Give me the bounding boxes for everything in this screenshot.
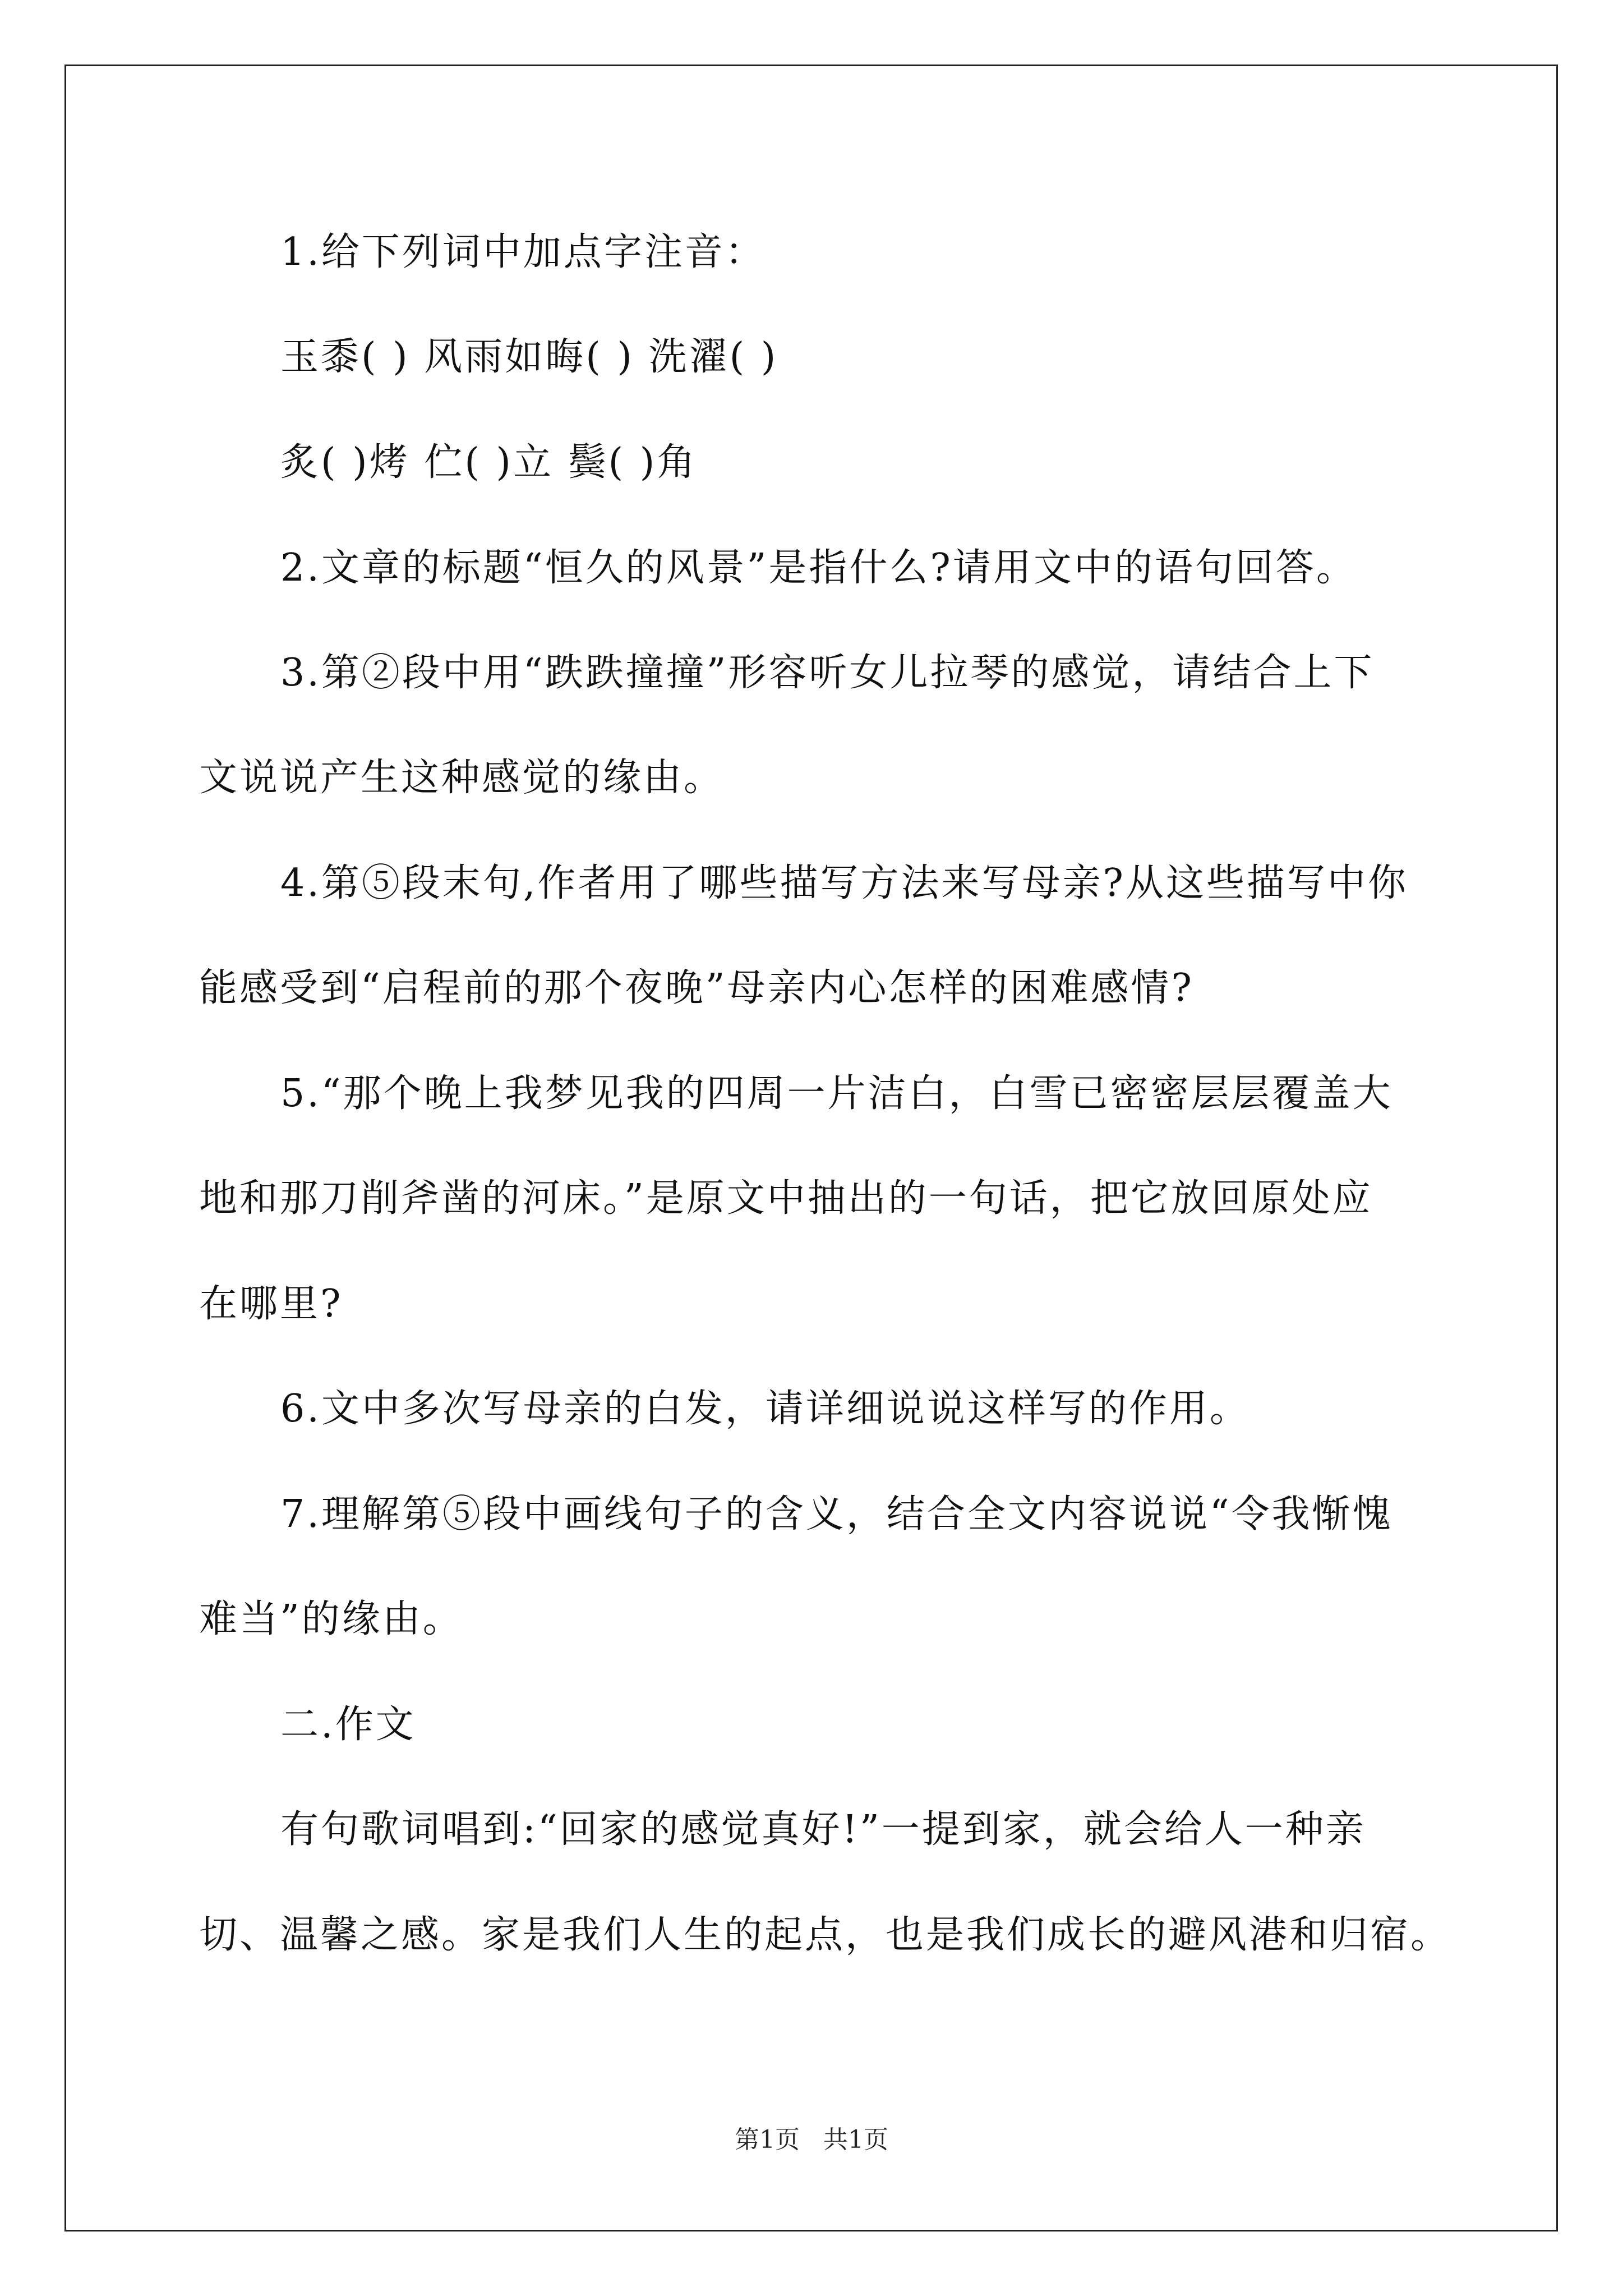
question-4-line-2: 能感受到“启程前的那个夜晚”母亲内心怎样的困难感情? [199,966,1194,1010]
question-1-words-row-1: 玉黍( ) 风雨如晦( ) 洗濯( ) [280,335,778,379]
essay-prompt-line-2: 切、温馨之感。家是我们人生的起点，也是我们成长的避风港和归宿。 [199,1913,1451,1957]
page-number-total: 共1页 [823,2125,888,2154]
question-1-words-row-2: 炙( )烤 伫( )立 鬓( )角 [280,440,698,485]
question-3-line-2: 文说说产生这种感觉的缘由。 [199,756,725,800]
question-7-line-2: 难当”的缘由。 [199,1597,463,1641]
section-heading-essay: 二.作文 [280,1703,416,1747]
question-3-line-1: 3.第②段中用“跌跌撞撞”形容听女儿拉琴的感觉，请结合上下 [280,651,1375,695]
question-6: 6.文中多次写母亲的白发，请详细说说这样写的作用。 [280,1387,1250,1431]
page-footer [0,2123,1623,2157]
question-5-line-3: 在哪里? [199,1282,343,1326]
question-2: 2.文章的标题“恒久的风景”是指什么?请用文中的语句回答。 [280,546,1357,590]
essay-prompt-line-1: 有句歌词唱到:“回家的感觉真好!”一提到家，就会给人一种亲 [280,1807,1366,1852]
question-5-line-2: 地和那刀削斧凿的河床。”是原文中抽出的一句话，把它放回原处应 [199,1176,1373,1221]
page-border [64,65,1558,2231]
question-1: 1.给下列词中加点字注音： [280,230,766,274]
page-number-current: 第1页 [735,2125,800,2154]
question-7-line-1: 7.理解第⑤段中画线句子的含义，结合全文内容说说“令我惭愧 [280,1492,1393,1536]
question-5-line-1: 5.“那个晚上我梦见我的四周一片洁白，白雪已密密层层覆盖大 [280,1071,1393,1116]
question-4-line-1: 4.第⑤段末句,作者用了哪些描写方法来写母亲?从这些描写中你 [280,861,1408,905]
